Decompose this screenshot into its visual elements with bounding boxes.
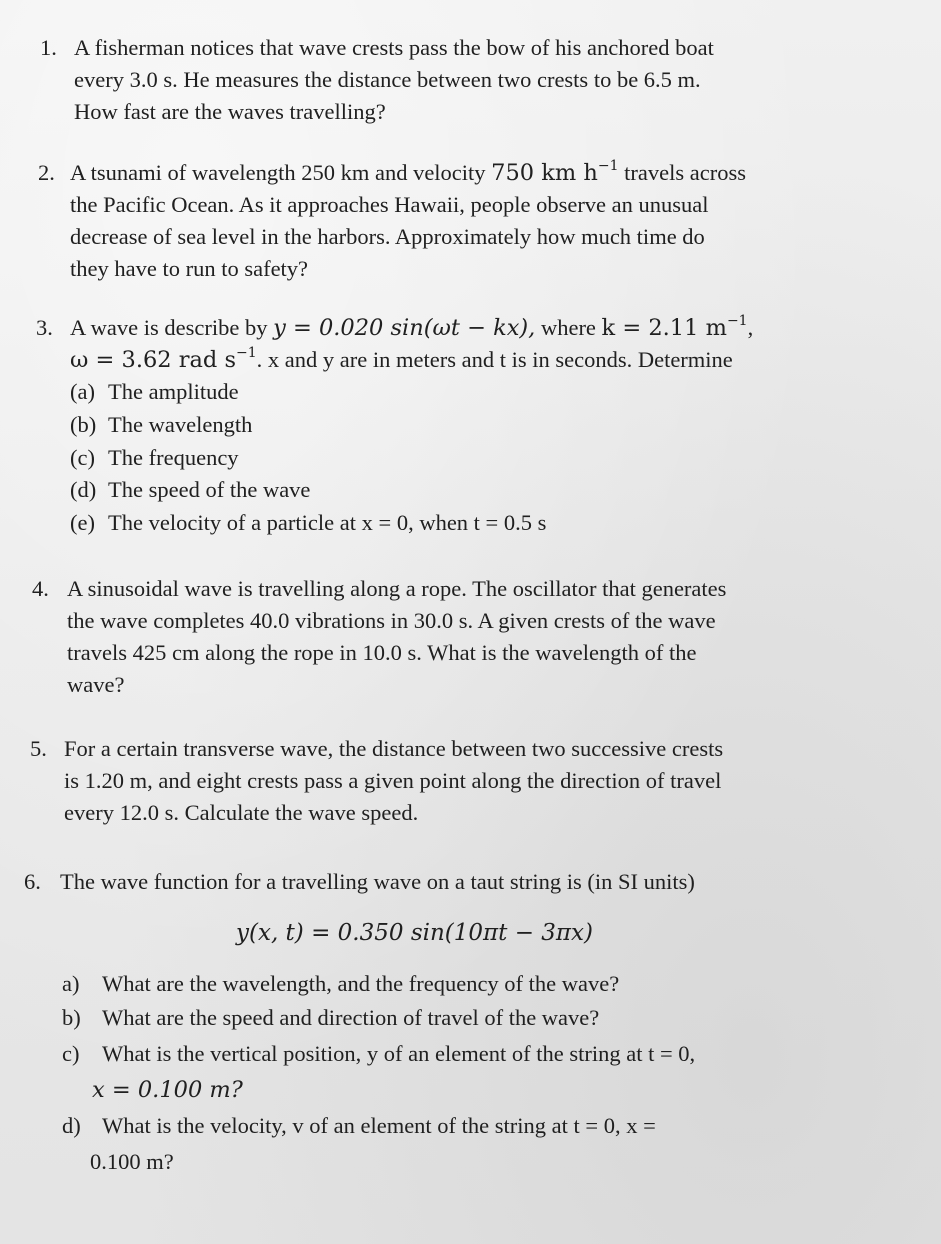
part-text: The wavelength xyxy=(108,412,253,437)
velocity-value: 750 km h xyxy=(491,160,598,186)
question-text-line: the wave completes 40.0 vibrations in 30.0 s. A given crests of the wave xyxy=(67,608,716,633)
unit-exponent: −1 xyxy=(726,312,748,329)
question-text-line: travels 425 cm along the rope in 10.0 s. What is the wavelength of the xyxy=(67,640,697,665)
unit-exponent: −1 xyxy=(236,344,257,361)
question-text-line: decrease of sea level in the harbors. Approximately how much time do xyxy=(70,224,705,249)
part-label: c) xyxy=(62,1041,80,1066)
question-text-line xyxy=(70,312,753,344)
question-text-line: every 12.0 s. Calculate the wave speed. xyxy=(64,800,419,825)
question-number: 6. xyxy=(24,869,41,894)
part-label: (d) xyxy=(70,477,97,502)
unit-exponent: −1 xyxy=(597,157,619,174)
question-text-line: wave? xyxy=(67,672,125,697)
text-segment: A wave is describe by xyxy=(70,315,274,340)
wavenumber-value: k = 2.11 m xyxy=(601,315,727,341)
question-text-line: they have to run to safety? xyxy=(70,256,309,281)
part-text: The frequency xyxy=(108,445,239,470)
question-number: 5. xyxy=(30,736,47,761)
question-text-line: A fisherman notices that wave crests pass the bow of his anchored boat xyxy=(74,35,714,60)
part-text: What are the wavelength, and the frequency of the wave? xyxy=(102,971,620,996)
question-text-line: the Pacific Ocean. As it approaches Hawaii, people observe an unusual xyxy=(70,192,709,217)
question-text-line: For a certain transverse wave, the distance between two successive crests xyxy=(64,736,724,761)
question-number: 2. xyxy=(38,160,55,185)
part-label: d) xyxy=(62,1113,81,1138)
question-number: 4. xyxy=(32,576,49,601)
part-label: (e) xyxy=(70,510,95,535)
part-text-continuation: 0.100 m? xyxy=(90,1149,174,1174)
question-text-line xyxy=(70,157,746,189)
question-text-line: The wave function for a travelling wave on a taut string is (in SI units) xyxy=(60,869,695,894)
part-label: b) xyxy=(62,1005,81,1030)
question-text-line: every 3.0 s. He measures the distance between two crests to be 6.5 m. xyxy=(74,67,701,92)
question-text-line xyxy=(70,344,733,376)
part-text-continuation: x = 0.100 m? xyxy=(92,1077,243,1103)
part-label: (b) xyxy=(70,412,97,437)
part-text: The velocity of a particle at x = 0, when t = 0.5 s xyxy=(108,510,547,535)
text-segment: . x and y are in meters and t is in seconds. Determine xyxy=(256,347,733,372)
angular-frequency-value: ω = 3.62 rad s xyxy=(70,347,237,373)
part-text: What are the speed and direction of travel of the wave? xyxy=(102,1005,600,1030)
part-label: (a) xyxy=(70,379,95,404)
question-number: 1. xyxy=(40,35,57,60)
question-text-line: How fast are the waves travelling? xyxy=(74,99,386,124)
text-segment: A tsunami of wavelength 250 km and velocity xyxy=(70,160,492,185)
wave-function-equation: y(x, t) = 0.350 sin(10πt − 3πx) xyxy=(236,920,593,946)
part-text: The speed of the wave xyxy=(108,477,311,502)
text-segment: travels across xyxy=(618,160,746,185)
text-segment: where xyxy=(535,315,602,340)
question-text-line: A sinusoidal wave is travelling along a rope. The oscillator that generates xyxy=(67,576,727,601)
wave-equation: y = 0.020 sin(ωt − kx), xyxy=(273,315,536,341)
part-label: (c) xyxy=(70,445,95,470)
question-text-line: is 1.20 m, and eight crests pass a given point along the direction of travel xyxy=(64,768,722,793)
part-text: What is the velocity, v of an element of the string at t = 0, x = xyxy=(102,1113,656,1138)
part-text: What is the vertical position, y of an element of the string at t = 0, xyxy=(102,1041,696,1066)
question-number: 3. xyxy=(36,315,53,340)
part-label: a) xyxy=(62,971,80,996)
part-text: The amplitude xyxy=(108,379,239,404)
text-segment: , xyxy=(747,315,754,340)
